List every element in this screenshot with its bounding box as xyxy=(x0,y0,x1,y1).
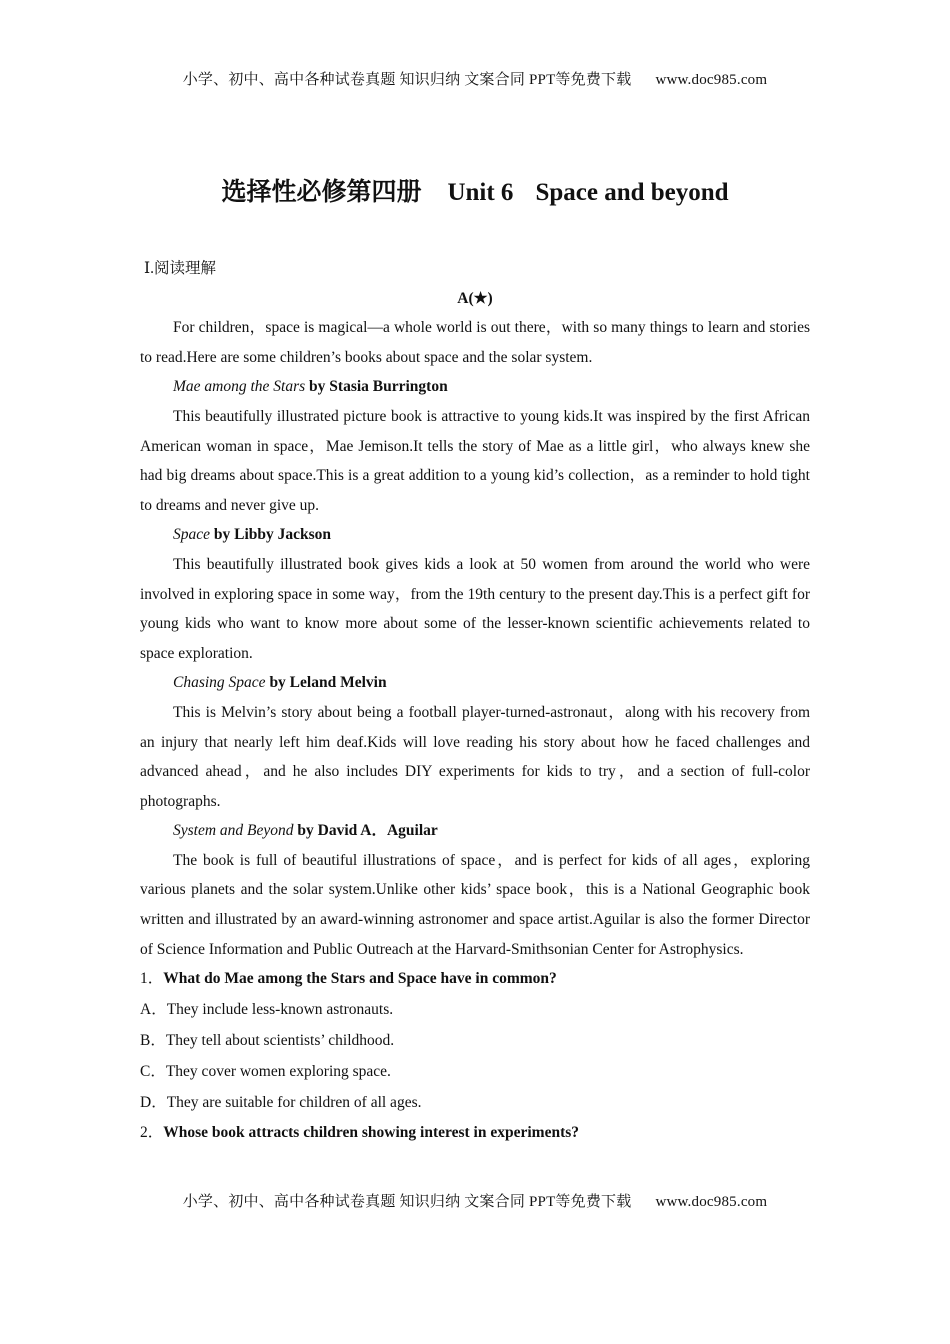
section-heading: Ⅰ.阅读理解 xyxy=(144,260,216,277)
question-text: What do Mae among the Stars and Space have in common? xyxy=(163,970,557,988)
question xyxy=(140,964,810,994)
question-number: 2． xyxy=(140,1123,164,1141)
question-number: 1． xyxy=(140,970,164,988)
book-description: This is Melvin’s story about being a football player-turned-astronaut，along with his recovery from an injury that nearly left him deaf.Kids will love reading his story about how he faced challenges and advanced ahead，and he also includes DIY experiments for kids to try，and a section of full-color photographs. xyxy=(140,703,810,810)
option: A．They include less-known astronauts. xyxy=(140,1000,394,1018)
page-title xyxy=(0,172,950,208)
book-author: by Leland Melvin xyxy=(269,674,387,692)
book-heading xyxy=(140,372,810,402)
header-url[interactable]: www.doc985.com xyxy=(655,72,768,88)
question xyxy=(140,1118,810,1148)
title-unit: Unit 6 xyxy=(447,179,514,206)
book-description: This beautifully illustrated book gives kids a look at 50 women from around the world who were involved in exploring space in some way，from the 19th century to the present day.This is a perfect gift for young kids who want to know more about some of the lesser-known scientific achievements related to space exploration. xyxy=(140,555,810,662)
option: C．They cover women exploring space. xyxy=(140,1062,391,1080)
option: B．They tell about scientists’ childhood. xyxy=(140,1031,395,1049)
book-author: by Stasia Burrington xyxy=(309,378,448,396)
book-heading xyxy=(140,520,810,550)
title-subtitle: Space and beyond xyxy=(535,179,729,206)
book-title: Space xyxy=(173,526,211,544)
option: D．They are suitable for children of all ages. xyxy=(140,1093,422,1111)
passage-label: A(★) xyxy=(457,289,493,307)
book-description: This beautifully illustrated picture book is attractive to young kids.It was inspired by the first African American woman in space，Mae Jemison.It tells the story of Mae as a little girl，who always knew she had big dreams about space.This is a great addition to a young kid’s collection，as a reminder to hold tight to dreams and never give up. xyxy=(140,407,810,514)
book-heading xyxy=(140,668,810,698)
book-title: Chasing Space xyxy=(173,674,266,692)
page-footer xyxy=(0,1190,950,1211)
header-text: 小学、初中、高中各种试卷真题 知识归纳 文案合同 PPT等免费下载 xyxy=(182,72,632,88)
intro-paragraph: For children，space is magical—a whole world is out there，with so many things to learn and stories to read.Here are some children’s books about space and the solar system. xyxy=(140,319,810,366)
footer-text: 小学、初中、高中各种试卷真题 知识归纳 文案合同 PPT等免费下载 xyxy=(182,1194,632,1210)
document-body xyxy=(140,254,810,1147)
book-author: by Libby Jackson xyxy=(213,526,332,544)
book-author: by David A．Aguilar xyxy=(297,822,438,840)
book-heading xyxy=(140,816,810,846)
page-header xyxy=(0,68,950,89)
footer-url[interactable]: www.doc985.com xyxy=(655,1194,768,1210)
question-text: Whose book attracts children showing interest in experiments? xyxy=(163,1123,580,1141)
book-title: Mae among the Stars xyxy=(173,378,306,396)
book-title: System and Beyond xyxy=(173,822,294,840)
title-main: 选择性必修第四册 xyxy=(221,179,422,206)
book-description: The book is full of beautiful illustrations of space，and is perfect for kids of all ages，exploring various planets and the solar system.Unlike other kids’ space book，this is a National Geographic book written and illustrated by an award-winning astronomer and space artist.Aguilar is also the former Director of Science Information and Public Outreach at the Harvard-Smithsonian Center for Astrophysics. xyxy=(140,851,810,958)
